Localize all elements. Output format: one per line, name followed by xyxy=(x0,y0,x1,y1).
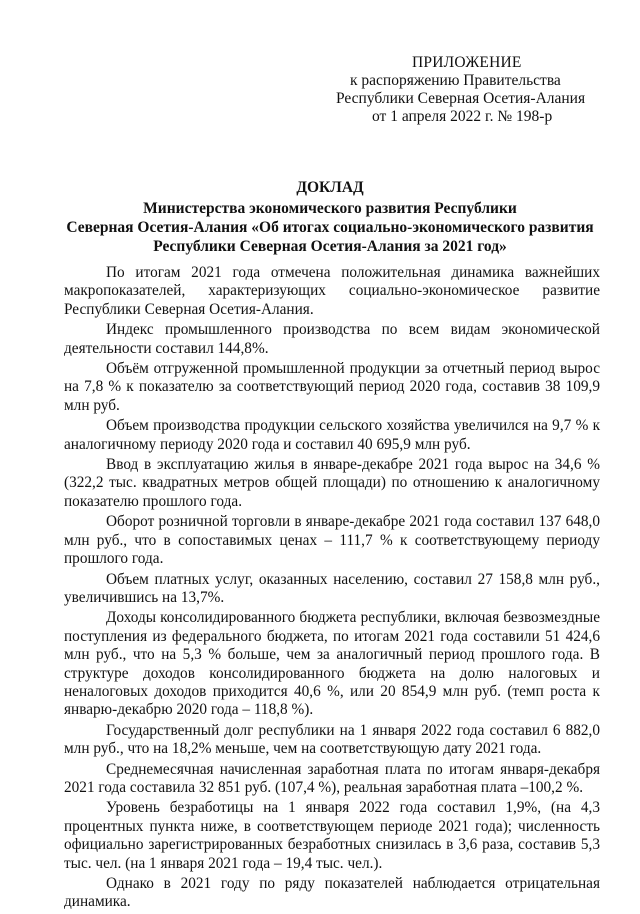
paragraph-housing: Ввод в эксплуатацию жилья в январе-декабре 2021 года вырос на 34,6 % (322,2 тыс. квадратных метров общей площади) по отношению к аналогичному показателю прошлого года. xyxy=(64,456,600,510)
appendix-title: ПРИЛОЖЕНИЕ xyxy=(412,54,522,71)
paragraph-public-debt: Государственный долг республики на 1 января 2022 года составил 6 882,0 млн руб., что на 18,2% меньше, чем на соответствующую дату 2021 года. xyxy=(64,721,600,758)
report-title: ДОКЛАД xyxy=(296,179,364,196)
paragraph-paid-services: Объем платных услуг, оказанных населению, составил 27 158,8 млн руб., увеличившись на 13,7%. xyxy=(64,570,600,606)
report-body xyxy=(64,264,600,914)
paragraph-industry-dynamics: По итогам 2021 года отмечена положительная динамика важнейших макропоказателей, характеризующих социально-экономическое развитие Республики Северная Осетия-Алания. xyxy=(64,264,600,318)
paragraph-industrial-index: Индекс промышленного производства по всем видам экономической деятельности составил 144,8%. xyxy=(64,321,600,357)
paragraph-unemployment: Уровень безработицы на 1 января 2022 года составил 1,9%, (на 4,3 процентных пункта ниже, в соответствующем периоде 2021 года); численность официально зарегистрированных безработных снизилась в 3,6 раза, составив 5,3 тыс. чел. (на 1 января 2021 года – 19,4 тыс. чел.). xyxy=(64,799,600,872)
paragraph-wages: Среднемесячная начисленная заработная плата по итогам января-декабря 2021 года составила 32 851 руб. (107,4 %), реальная заработная плата –100,2 %. xyxy=(64,760,600,796)
report-subtitle-line-3: Республики Северная Осетия-Алания за 2021 год» xyxy=(153,238,507,255)
paragraph-negative-dynamics: Однако в 2021 году по ряду показателей наблюдается отрицательная динамика. xyxy=(64,875,600,911)
paragraph-agriculture: Объем производства продукции сельского хозяйства увеличился на 9,7 % к аналогичному периоду 2020 года и составил 40 695,9 млн руб. xyxy=(64,417,600,453)
appendix-line-3: от 1 апреля 2022 г. № 198-р xyxy=(372,108,553,125)
appendix-block xyxy=(334,54,604,126)
paragraph-shipped-products: Объём отгруженной промышленной продукции за отчетный период вырос на 7,8 % к показателю за соответствующий период 2020 года, составив 38 109,9 млн руб. xyxy=(64,360,600,414)
report-subtitle-line-2: Северная Осетия-Алания «Об итогах социально-экономического развития xyxy=(66,219,594,236)
report-heading xyxy=(60,178,600,256)
paragraph-retail: Оборот розничной торговли в январе-декабре 2021 года составил 137 648,0 млн руб., что в сопоставимых ценах – 111,7 % к соответствующему периоду прошлого года. xyxy=(64,513,600,568)
appendix-line-1: к распоряжению Правительства xyxy=(350,72,561,89)
appendix-line-2: Республики Северная Осетия-Алания xyxy=(336,90,586,107)
report-subtitle-line-1: Министерства экономического развития Республики xyxy=(143,200,517,217)
paragraph-budget-revenue: Доходы консолидированного бюджета республики, включая безвозмездные поступления из федерального бюджета, по итогам 2021 года составили 51 424,6 млн руб., что на 5,3 % больше, чем за аналогичный период прошлого года. В структуре доходов консолидированного бюджета на долю налоговых и неналоговых доходов приходится 40,6 %, или 20 854,9 млн руб. (темп роста к январю-декабрю 2020 года – 118,8 %). xyxy=(64,609,600,719)
